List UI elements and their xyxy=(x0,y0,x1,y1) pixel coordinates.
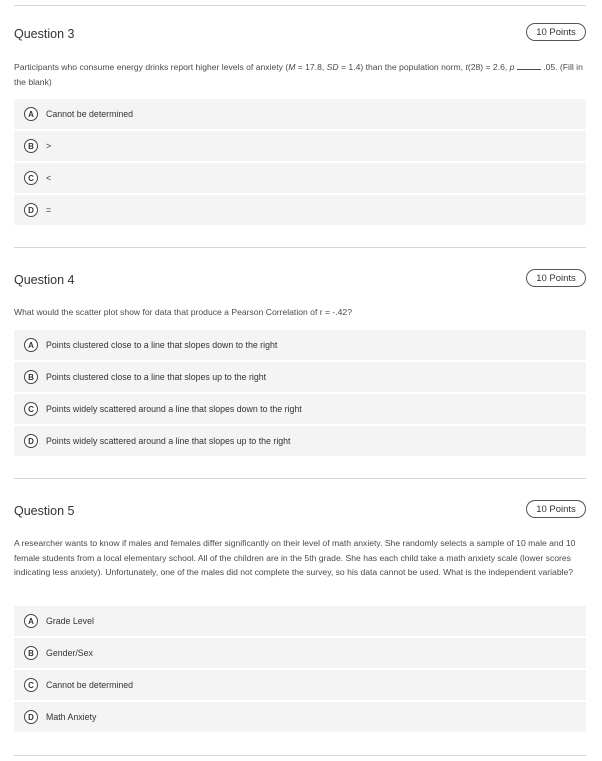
question-4-option-c[interactable] xyxy=(14,394,586,424)
prompt-var-sd: SD xyxy=(326,62,339,72)
prompt-var-p: p xyxy=(509,62,515,72)
question-5-option-a[interactable] xyxy=(14,606,586,636)
option-label: = xyxy=(46,205,52,215)
option-label: Cannot be determined xyxy=(46,109,134,119)
fill-in-blank xyxy=(517,61,541,70)
question-4-option-b[interactable] xyxy=(14,362,586,392)
prompt-text: = 17.8, xyxy=(295,62,327,72)
question-4-title: Question 4 xyxy=(14,273,75,287)
question-3-option-d[interactable] xyxy=(14,195,586,225)
prompt-text: .05. (Fill in the blank) xyxy=(14,62,583,87)
option-letter-badge: A xyxy=(24,614,38,628)
prompt-var-t: t xyxy=(465,62,468,72)
option-label: < xyxy=(46,173,52,183)
option-letter-badge: A xyxy=(24,338,38,352)
question-5-points-badge: 10 Points xyxy=(526,500,586,518)
option-label: Grade Level xyxy=(46,616,94,626)
option-letter-badge: D xyxy=(24,203,38,217)
divider-question-5 xyxy=(14,755,586,756)
option-letter-badge: A xyxy=(24,107,38,121)
question-5-option-c[interactable] xyxy=(14,670,586,700)
option-label: Math Anxiety xyxy=(46,712,97,722)
prompt-var-m: M xyxy=(288,62,296,72)
question-3-title: Question 3 xyxy=(14,27,75,41)
prompt-text: (28) = 2.6, xyxy=(467,62,510,72)
question-3-option-a[interactable] xyxy=(14,99,586,129)
question-3-prompt xyxy=(14,60,586,89)
option-label: Points clustered close to a line that slopes up to the right xyxy=(46,372,267,382)
option-letter-badge: C xyxy=(24,402,38,416)
option-label: > xyxy=(46,141,52,151)
question-4-option-d[interactable] xyxy=(14,426,586,456)
option-letter-badge: B xyxy=(24,370,38,384)
question-5-option-d[interactable] xyxy=(14,702,586,732)
option-letter-badge: C xyxy=(24,678,38,692)
option-letter-badge: B xyxy=(24,139,38,153)
divider-question-3 xyxy=(14,247,586,248)
divider-top xyxy=(14,5,586,6)
divider-question-4 xyxy=(14,478,586,479)
option-letter-badge: C xyxy=(24,171,38,185)
option-label: Points clustered close to a line that slopes down to the right xyxy=(46,340,278,350)
prompt-text: = 1.4) than the population norm, xyxy=(338,62,466,72)
option-label: Points widely scattered around a line that slopes down to the right xyxy=(46,404,302,414)
option-letter-badge: B xyxy=(24,646,38,660)
option-label: Cannot be determined xyxy=(46,680,134,690)
option-label: Points widely scattered around a line that slopes up to the right xyxy=(46,436,291,446)
question-5-title: Question 5 xyxy=(14,504,75,518)
question-3-option-b[interactable] xyxy=(14,131,586,161)
question-3-points-badge: 10 Points xyxy=(526,23,586,41)
option-label: Gender/Sex xyxy=(46,648,93,658)
question-4-prompt: What would the scatter plot show for data that produce a Pearson Correlation of r = -.42? xyxy=(14,307,352,317)
question-4-points-badge: 10 Points xyxy=(526,269,586,287)
option-letter-badge: D xyxy=(24,710,38,724)
option-letter-badge: D xyxy=(24,434,38,448)
question-5-option-b[interactable] xyxy=(14,638,586,668)
question-3-option-c[interactable] xyxy=(14,163,586,193)
question-4-option-a[interactable] xyxy=(14,330,586,360)
question-5-prompt: A researcher wants to know if males and females differ significantly on their level of math anxiety. She randomly selects a sample of 10 male and 10 female students from a local elementary school. All of the children are in the 5th grade. She has each child take a math anxiety scale (lower scores indicating less anxiety). Unfortunately, one of the males did not complete the survey, so his data cannot be used. What is the independent variable? xyxy=(14,538,576,577)
prompt-text: Participants who consume energy drinks report higher levels of anxiety ( xyxy=(14,62,289,72)
